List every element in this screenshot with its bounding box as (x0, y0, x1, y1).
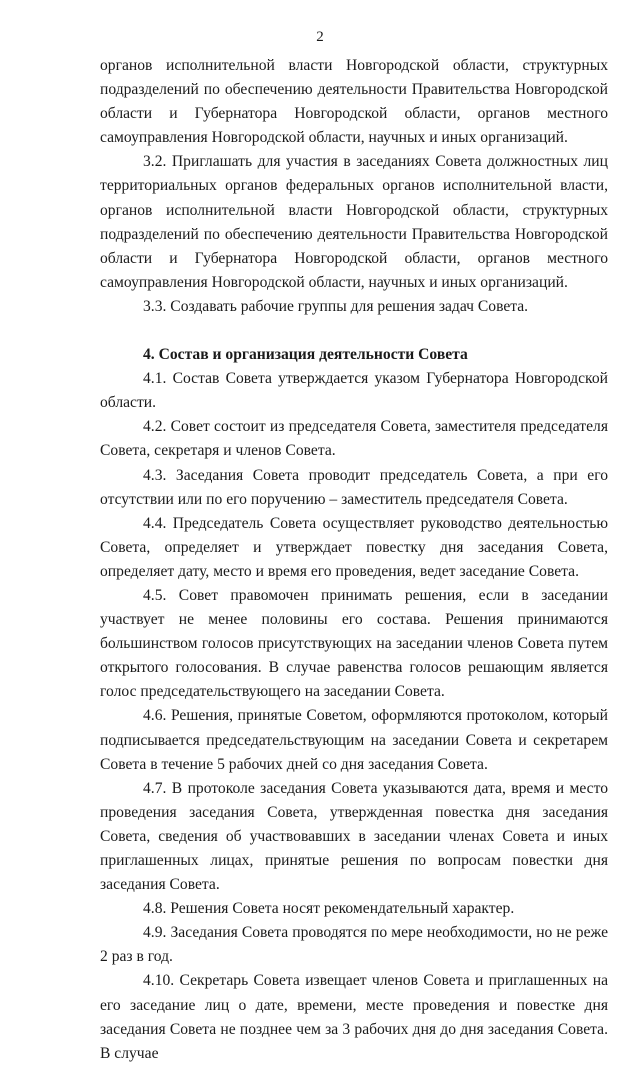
page-number: 2 (316, 29, 324, 45)
paragraph-4-5: 4.5. Совет правомочен принимать решения, если в заседании участвует не менее половины его состава. Решения принимаются большинством голосов присутствующих на заседании членов Совета путем открытого голосования. В случае равенства голосов решающим является голос председательствующего на заседании Совета. (100, 586, 608, 701)
paragraph-3-3: 3.3. Создавать рабочие группы для решения задач Совета. (143, 297, 529, 315)
paragraph-4-2: 4.2. Совет состоит из председателя Совета, заместителя председателя Совета, секретаря и членов Совета. (100, 418, 608, 460)
paragraph-4-7: 4.7. В протоколе заседания Совета указываются дата, время и место проведения заседания Совета, утвержденная повестка дня заседания Совета, сведения об участвовавших в заседании членах Совета и иных приглашенных лицах, принятые решения по вопросам повестки дня заседания Совета. (100, 779, 608, 894)
paragraph-4-1: 4.1. Состав Совета утверждается указом Губернатора Новгородской области. (100, 370, 608, 412)
paragraph-4-4: 4.4. Председатель Совета осуществляет руководство деятельностью Совета, определяет и утверждает повестку дня заседания Совета, определяет дату, место и время его проведения, ведет заседание Совета. (100, 514, 608, 580)
paragraph-4-6: 4.6. Решения, принятые Советом, оформляются протоколом, который подписывается председательствующим на заседании Совета и секретарем Совета в течение 5 рабочих дней со дня заседания Совета. (100, 707, 608, 773)
paragraph-4-3: 4.3. Заседания Совета проводит председатель Совета, а при его отсутствии или по его поручению – заместитель председателя Совета. (100, 466, 608, 508)
paragraph-4-10: 4.10. Секретарь Совета извещает членов Совета и приглашенных на его заседание лиц о дате, времени, месте проведения и повестке дня заседания Совета не позднее чем за 3 рабочих дня до дня заседания Совета. В случае (100, 972, 608, 1062)
paragraph-3-2: 3.2. Приглашать для участия в заседаниях Совета должностных лиц территориальных органов федеральных органов исполнительной власти, органов исполнительной власти Новгородской области, структурных подразделений по обеспечению деятельности Правительства Новгородской области и Губернатора Новгородской области, органов местного самоуправления Новгородской области, научных и иных организаций. (100, 153, 608, 291)
paragraph-continuation-3-1: органов исполнительной власти Новгородской области, структурных подразделений по обеспечению деятельности Правительства Новгородской области и Губернатора Новгородской области, органов местного самоуправления Новгородской области, научных и иных организаций. (100, 57, 608, 147)
paragraph-4-8: 4.8. Решения Совета носят рекомендательный характер. (143, 900, 515, 918)
paragraph-4-9: 4.9. Заседания Совета проводятся по мере необходимости, но не реже 2 раз в год. (100, 924, 608, 966)
section-4-heading: 4. Состав и организация деятельности Совета (143, 346, 468, 364)
document-body (100, 54, 608, 1066)
